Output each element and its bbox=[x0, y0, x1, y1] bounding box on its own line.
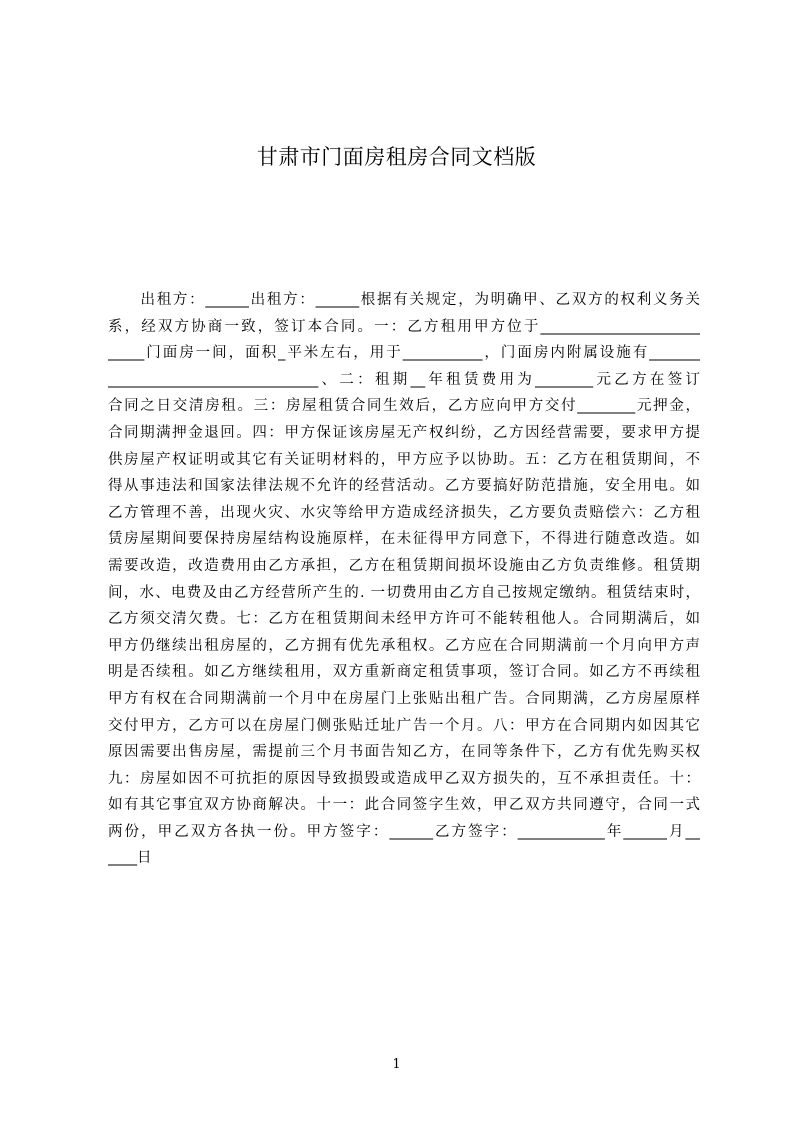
body-line: 乙方须交清欠费。七：乙方在租赁期间未经甲方许可不能转租他人。合同期满后，如 bbox=[108, 611, 700, 628]
body-line: 合同期满押金退回。四：甲方保证该房屋无产权纠纷，乙方因经营需要，要求甲方提 bbox=[108, 424, 700, 441]
body-line: 出租方：______出租方：______根据有关规定，为明确甲、乙双方的权利义务关 bbox=[108, 292, 700, 308]
body-line: 两份，甲乙双方各执一份。甲方签字：______乙方签字：____________年______月__ bbox=[108, 823, 700, 840]
body-line: ____日 bbox=[108, 850, 152, 867]
body-line: 乙方管理不善，出现火灾、水灾等给甲方造成经济损失，乙方要负责赔偿六：乙方租 bbox=[108, 504, 700, 521]
body-line: 九：房屋如因不可抗拒的原因导致损毁或造成甲乙双方损失的，互不承担责任。十： bbox=[108, 770, 700, 787]
body-line: 甲方有权在合同期满前一个月中在房屋门上张贴出租广告。合同期满，乙方房屋原样 bbox=[108, 690, 700, 707]
body-line: 如有其它事宜双方协商解决。十一：此合同签字生效，甲乙双方共同遵守，合同一式 bbox=[108, 797, 700, 814]
body-line: _____________________________、二：租期__年租赁费用为________元乙方在签订 bbox=[108, 371, 700, 388]
body-line: 得从事违法和国家法律法规不允许的经营活动。乙方要搞好防范措施，安全用电。如 bbox=[108, 478, 700, 495]
body-line: 合同之日交清房租。三：房屋租赁合同生效后，乙方应向甲方交付________元押金， bbox=[108, 398, 700, 415]
body-line: _____门面房一间，面积_平米左右，用于___________，门面房内附属设施有_______ bbox=[108, 345, 700, 362]
body-line: 甲方仍继续出租房屋的，乙方拥有优先承租权。乙方应在合同期满前一个月向甲方声 bbox=[108, 637, 700, 654]
body-line: 系，经双方协商一致，签订本合同。一：乙方租用甲方位于______________________ bbox=[108, 318, 700, 335]
body-line: 交付甲方，乙方可以在房屋门侧张贴迁址广告一个月。八：甲方在合同期内如因其它 bbox=[108, 717, 700, 734]
document-title: 甘肃市门面房租房合同文档版 bbox=[256, 145, 537, 169]
contract-body bbox=[108, 287, 700, 872]
body-line: 原因需要出售房屋，需提前三个月书面告知乙方，在同等条件下，乙方有优先购买权 bbox=[108, 744, 700, 761]
body-line: 需要改造，改造费用由乙方承担，乙方在租赁期间损坏设施由乙方负责维修。租赁期 bbox=[108, 557, 700, 574]
page-number: 1 bbox=[392, 1057, 401, 1072]
body-line: 明是否续租。如乙方继续租用，双方重新商定租赁事项，签订合同。如乙方不再续租 bbox=[108, 664, 700, 681]
body-line: 赁房屋期间要保持房屋结构设施原样，在未征得甲方同意下，不得进行随意改造。如 bbox=[108, 531, 700, 548]
body-line: 间，水、电费及由乙方经营所产生的. 一切费用由乙方自己按规定缴纳。租赁结束时， bbox=[108, 584, 700, 601]
body-line: 供房屋产权证明或其它有关证明材料的，甲方应予以协助。五：乙方在租赁期间，不 bbox=[108, 451, 700, 468]
